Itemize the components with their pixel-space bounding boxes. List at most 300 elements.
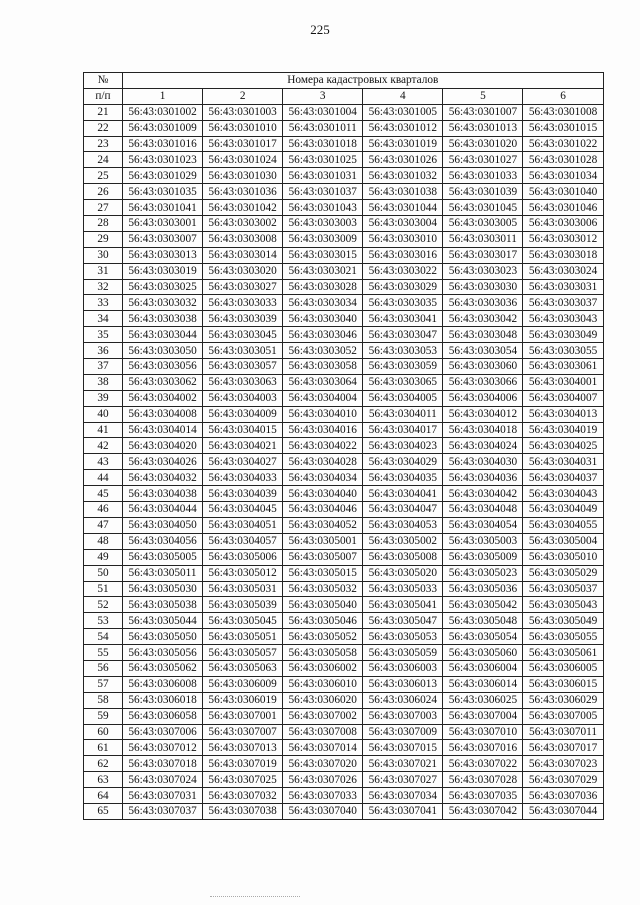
row-number-cell: 37 <box>84 359 123 375</box>
cadastral-number-cell: 56:43:0305044 <box>123 613 203 629</box>
row-number-cell: 56 <box>84 660 123 676</box>
cadastral-number-cell: 56:43:0301012 <box>363 120 443 136</box>
cadastral-number-cell: 56:43:0305008 <box>363 549 443 565</box>
cadastral-number-cell: 56:43:0304042 <box>443 486 523 502</box>
table-row <box>84 756 604 772</box>
cadastral-number-cell: 56:43:0303052 <box>283 343 363 359</box>
cadastral-number-cell: 56:43:0301036 <box>203 184 283 200</box>
cadastral-number-cell: 56:43:0307032 <box>203 788 283 804</box>
cadastral-number-cell: 56:43:0307013 <box>203 740 283 756</box>
cadastral-number-cell: 56:43:0305048 <box>443 613 523 629</box>
cadastral-number-cell: 56:43:0305063 <box>203 660 283 676</box>
cadastral-number-cell: 56:43:0301016 <box>123 136 203 152</box>
cadastral-number-cell: 56:43:0304005 <box>363 390 443 406</box>
table-row <box>84 168 604 184</box>
cadastral-number-cell: 56:43:0305061 <box>523 645 603 661</box>
cadastral-number-cell: 56:43:0307037 <box>123 803 203 819</box>
table-row <box>84 470 604 486</box>
cadastral-number-cell: 56:43:0307022 <box>443 756 523 772</box>
cadastral-number-cell: 56:43:0305054 <box>443 629 523 645</box>
cadastral-number-cell: 56:43:0303014 <box>203 247 283 263</box>
table-row <box>84 740 604 756</box>
row-number-cell: 21 <box>84 104 123 120</box>
cadastral-number-cell: 56:43:0307026 <box>283 772 363 788</box>
cadastral-number-cell: 56:43:0305007 <box>283 549 363 565</box>
cadastral-number-cell: 56:43:0301044 <box>363 200 443 216</box>
cadastral-number-cell: 56:43:0303039 <box>203 311 283 327</box>
cadastral-number-cell: 56:43:0303022 <box>363 263 443 279</box>
cadastral-number-cell: 56:43:0307025 <box>203 772 283 788</box>
cadastral-number-cell: 56:43:0306019 <box>203 692 283 708</box>
cadastral-number-cell: 56:43:0303016 <box>363 247 443 263</box>
cadastral-number-cell: 56:43:0305049 <box>523 613 603 629</box>
cadastral-number-cell: 56:43:0304018 <box>443 422 523 438</box>
cadastral-number-cell: 56:43:0306018 <box>123 692 203 708</box>
cadastral-number-cell: 56:43:0301031 <box>283 168 363 184</box>
cadastral-number-cell: 56:43:0307036 <box>523 788 603 804</box>
cadastral-number-cell: 56:43:0304045 <box>203 502 283 518</box>
cadastral-number-cell: 56:43:0303027 <box>203 279 283 295</box>
cadastral-number-cell: 56:43:0301034 <box>523 168 603 184</box>
cadastral-number-cell: 56:43:0306024 <box>363 692 443 708</box>
cadastral-number-cell: 56:43:0303015 <box>283 247 363 263</box>
cadastral-number-cell: 56:43:0303031 <box>523 279 603 295</box>
cadastral-number-cell: 56:43:0303051 <box>203 343 283 359</box>
cadastral-number-cell: 56:43:0303055 <box>523 343 603 359</box>
cadastral-number-cell: 56:43:0305029 <box>523 565 603 581</box>
row-number-cell: 28 <box>84 216 123 232</box>
cadastral-number-cell: 56:43:0307010 <box>443 724 523 740</box>
cadastral-number-cell: 56:43:0303002 <box>203 216 283 232</box>
cadastral-number-cell: 56:43:0304021 <box>203 438 283 454</box>
cadastral-number-cell: 56:43:0305033 <box>363 581 443 597</box>
table-row <box>84 533 604 549</box>
table-row <box>84 231 604 247</box>
cadastral-number-cell: 56:43:0303056 <box>123 359 203 375</box>
table-row <box>84 406 604 422</box>
row-number-cell: 35 <box>84 327 123 343</box>
cadastral-number-cell: 56:43:0307017 <box>523 740 603 756</box>
row-number-cell: 44 <box>84 470 123 486</box>
column-number-header: 4 <box>363 88 443 104</box>
cadastral-number-cell: 56:43:0305040 <box>283 597 363 613</box>
cadastral-number-cell: 56:43:0303001 <box>123 216 203 232</box>
table-row <box>84 343 604 359</box>
cadastral-number-cell: 56:43:0304049 <box>523 502 603 518</box>
cadastral-number-cell: 56:43:0304034 <box>283 470 363 486</box>
cadastral-number-cell: 56:43:0303043 <box>523 311 603 327</box>
row-number-cell: 51 <box>84 581 123 597</box>
cadastral-number-cell: 56:43:0303005 <box>443 216 523 232</box>
cadastral-number-cell: 56:43:0304027 <box>203 454 283 470</box>
cadastral-number-cell: 56:43:0305062 <box>123 660 203 676</box>
cadastral-number-cell: 56:43:0305041 <box>363 597 443 613</box>
row-number-header-bottom: п/п <box>84 88 123 104</box>
cadastral-number-cell: 56:43:0303024 <box>523 263 603 279</box>
cadastral-number-cell: 56:43:0307006 <box>123 724 203 740</box>
table-row <box>84 788 604 804</box>
cadastral-number-cell: 56:43:0301002 <box>123 104 203 120</box>
table-row <box>84 803 604 819</box>
cadastral-number-cell: 56:43:0307014 <box>283 740 363 756</box>
row-number-cell: 54 <box>84 629 123 645</box>
table-row <box>84 724 604 740</box>
row-number-cell: 52 <box>84 597 123 613</box>
cadastral-number-cell: 56:43:0303032 <box>123 295 203 311</box>
row-number-cell: 57 <box>84 676 123 692</box>
cadastral-number-cell: 56:43:0301026 <box>363 152 443 168</box>
cadastral-number-cell: 56:43:0304006 <box>443 390 523 406</box>
cadastral-number-cell: 56:43:0305036 <box>443 581 523 597</box>
table-row <box>84 390 604 406</box>
row-number-cell: 30 <box>84 247 123 263</box>
cadastral-number-cell: 56:43:0304037 <box>523 470 603 486</box>
cadastral-number-cell: 56:43:0301030 <box>203 168 283 184</box>
row-number-cell: 25 <box>84 168 123 184</box>
cadastral-number-cell: 56:43:0304019 <box>523 422 603 438</box>
cadastral-number-cell: 56:43:0305015 <box>283 565 363 581</box>
table-row <box>84 645 604 661</box>
cadastral-number-cell: 56:43:0305001 <box>283 533 363 549</box>
cadastral-number-cell: 56:43:0301020 <box>443 136 523 152</box>
cadastral-number-cell: 56:43:0304050 <box>123 517 203 533</box>
table-row <box>84 184 604 200</box>
row-number-cell: 40 <box>84 406 123 422</box>
cadastral-number-cell: 56:43:0305023 <box>443 565 523 581</box>
cadastral-number-cell: 56:43:0304032 <box>123 470 203 486</box>
row-number-cell: 24 <box>84 152 123 168</box>
cadastral-number-cell: 56:43:0307005 <box>523 708 603 724</box>
table-row <box>84 454 604 470</box>
table-row <box>84 279 604 295</box>
row-number-cell: 59 <box>84 708 123 724</box>
cadastral-number-cell: 56:43:0304007 <box>523 390 603 406</box>
table-body <box>84 104 604 819</box>
cadastral-number-cell: 56:43:0301013 <box>443 120 523 136</box>
header-row-top <box>84 73 604 89</box>
cadastral-number-cell: 56:43:0301024 <box>203 152 283 168</box>
cadastral-number-cell: 56:43:0304030 <box>443 454 523 470</box>
cadastral-number-cell: 56:43:0304028 <box>283 454 363 470</box>
cadastral-number-cell: 56:43:0304040 <box>283 486 363 502</box>
row-number-cell: 62 <box>84 756 123 772</box>
cadastral-number-cell: 56:43:0307038 <box>203 803 283 819</box>
cadastral-number-cell: 56:43:0305003 <box>443 533 523 549</box>
cadastral-number-cell: 56:43:0303007 <box>123 231 203 247</box>
cadastral-number-cell: 56:43:0303057 <box>203 359 283 375</box>
cadastral-number-cell: 56:43:0301008 <box>523 104 603 120</box>
table-row <box>84 660 604 676</box>
cadastral-number-cell: 56:43:0303004 <box>363 216 443 232</box>
cadastral-number-cell: 56:43:0305039 <box>203 597 283 613</box>
cadastral-number-cell: 56:43:0307024 <box>123 772 203 788</box>
cadastral-number-cell: 56:43:0304054 <box>443 517 523 533</box>
cadastral-number-cell: 56:43:0307033 <box>283 788 363 804</box>
cadastral-number-cell: 56:43:0307035 <box>443 788 523 804</box>
cadastral-number-cell: 56:43:0303065 <box>363 374 443 390</box>
cadastral-number-cell: 56:43:0303064 <box>283 374 363 390</box>
row-number-cell: 36 <box>84 343 123 359</box>
cadastral-number-cell: 56:43:0301025 <box>283 152 363 168</box>
cadastral-number-cell: 56:43:0305057 <box>203 645 283 661</box>
cadastral-number-cell: 56:43:0301005 <box>363 104 443 120</box>
cadastral-number-cell: 56:43:0304036 <box>443 470 523 486</box>
cadastral-number-cell: 56:43:0303012 <box>523 231 603 247</box>
table-row <box>84 374 604 390</box>
cadastral-number-cell: 56:43:0301004 <box>283 104 363 120</box>
cadastral-number-cell: 56:43:0304033 <box>203 470 283 486</box>
table-row <box>84 216 604 232</box>
cadastral-number-cell: 56:43:0301037 <box>283 184 363 200</box>
cadastral-number-cell: 56:43:0303037 <box>523 295 603 311</box>
cadastral-number-cell: 56:43:0301015 <box>523 120 603 136</box>
cadastral-number-cell: 56:43:0303066 <box>443 374 523 390</box>
table-row <box>84 692 604 708</box>
row-number-cell: 46 <box>84 502 123 518</box>
cadastral-number-cell: 56:43:0303006 <box>523 216 603 232</box>
cadastral-number-cell: 56:43:0307012 <box>123 740 203 756</box>
cadastral-number-cell: 56:43:0304039 <box>203 486 283 502</box>
cadastral-number-cell: 56:43:0304047 <box>363 502 443 518</box>
cadastral-number-cell: 56:43:0304048 <box>443 502 523 518</box>
cadastral-number-cell: 56:43:0301046 <box>523 200 603 216</box>
cadastral-number-cell: 56:43:0301041 <box>123 200 203 216</box>
table-row <box>84 120 604 136</box>
cadastral-number-cell: 56:43:0303062 <box>123 374 203 390</box>
table-row <box>84 676 604 692</box>
row-number-cell: 64 <box>84 788 123 804</box>
row-number-cell: 41 <box>84 422 123 438</box>
cadastral-number-cell: 56:43:0304013 <box>523 406 603 422</box>
cadastral-number-cell: 56:43:0307042 <box>443 803 523 819</box>
cadastral-number-cell: 56:43:0303030 <box>443 279 523 295</box>
cadastral-number-cell: 56:43:0306025 <box>443 692 523 708</box>
cadastral-number-cell: 56:43:0307002 <box>283 708 363 724</box>
cadastral-number-cell: 56:43:0305045 <box>203 613 283 629</box>
cadastral-number-cell: 56:43:0307040 <box>283 803 363 819</box>
cadastral-number-cell: 56:43:0304024 <box>443 438 523 454</box>
cadastral-number-cell: 56:43:0304053 <box>363 517 443 533</box>
cadastral-number-cell: 56:43:0305011 <box>123 565 203 581</box>
cadastral-number-cell: 56:43:0307023 <box>523 756 603 772</box>
table-row <box>84 359 604 375</box>
cadastral-number-cell: 56:43:0307015 <box>363 740 443 756</box>
cadastral-number-cell: 56:43:0301023 <box>123 152 203 168</box>
cadastral-number-cell: 56:43:0303046 <box>283 327 363 343</box>
cadastral-number-cell: 56:43:0303041 <box>363 311 443 327</box>
cadastral-number-cell: 56:43:0303010 <box>363 231 443 247</box>
cadastral-number-cell: 56:43:0307031 <box>123 788 203 804</box>
cadastral-number-cell: 56:43:0303008 <box>203 231 283 247</box>
cadastral-number-cell: 56:43:0307009 <box>363 724 443 740</box>
row-number-cell: 50 <box>84 565 123 581</box>
cadastral-number-cell: 56:43:0307041 <box>363 803 443 819</box>
cadastral-number-cell: 56:43:0301022 <box>523 136 603 152</box>
cadastral-number-cell: 56:43:0306005 <box>523 660 603 676</box>
cadastral-number-cell: 56:43:0305010 <box>523 549 603 565</box>
cadastral-number-cell: 56:43:0303035 <box>363 295 443 311</box>
row-number-header-top: № <box>84 73 123 89</box>
cadastral-number-cell: 56:43:0304055 <box>523 517 603 533</box>
row-number-cell: 34 <box>84 311 123 327</box>
cadastral-number-cell: 56:43:0303009 <box>283 231 363 247</box>
cadastral-number-cell: 56:43:0301019 <box>363 136 443 152</box>
cadastral-number-cell: 56:43:0304043 <box>523 486 603 502</box>
cadastral-number-cell: 56:43:0301009 <box>123 120 203 136</box>
cadastral-number-cell: 56:43:0303013 <box>123 247 203 263</box>
cadastral-number-cell: 56:43:0303053 <box>363 343 443 359</box>
table-row <box>84 549 604 565</box>
cadastral-number-cell: 56:43:0305032 <box>283 581 363 597</box>
cadastral-number-cell: 56:43:0305055 <box>523 629 603 645</box>
cadastral-number-cell: 56:43:0307034 <box>363 788 443 804</box>
row-number-cell: 29 <box>84 231 123 247</box>
table-row <box>84 422 604 438</box>
row-number-cell: 33 <box>84 295 123 311</box>
row-number-cell: 53 <box>84 613 123 629</box>
cadastral-number-cell: 56:43:0303054 <box>443 343 523 359</box>
cadastral-number-cell: 56:43:0301010 <box>203 120 283 136</box>
cadastral-number-cell: 56:43:0305042 <box>443 597 523 613</box>
table-row <box>84 295 604 311</box>
column-number-header: 6 <box>523 88 603 104</box>
cadastral-number-cell: 56:43:0304051 <box>203 517 283 533</box>
cadastral-number-cell: 56:43:0303063 <box>203 374 283 390</box>
cadastral-number-cell: 56:43:0307044 <box>523 803 603 819</box>
cadastral-number-cell: 56:43:0306008 <box>123 676 203 692</box>
cadastral-number-cell: 56:43:0303047 <box>363 327 443 343</box>
cadastral-number-cell: 56:43:0307020 <box>283 756 363 772</box>
row-number-cell: 55 <box>84 645 123 661</box>
table-row <box>84 327 604 343</box>
cadastral-number-cell: 56:43:0303003 <box>283 216 363 232</box>
cadastral-number-cell: 56:43:0304004 <box>283 390 363 406</box>
cadastral-number-cell: 56:43:0305043 <box>523 597 603 613</box>
cadastral-number-cell: 56:43:0304020 <box>123 438 203 454</box>
cadastral-number-cell: 56:43:0306014 <box>443 676 523 692</box>
cadastral-number-cell: 56:43:0303036 <box>443 295 523 311</box>
table-row <box>84 311 604 327</box>
cadastral-number-cell: 56:43:0303023 <box>443 263 523 279</box>
cadastral-number-cell: 56:43:0304002 <box>123 390 203 406</box>
cadastral-number-cell: 56:43:0306015 <box>523 676 603 692</box>
column-number-header: 1 <box>123 88 203 104</box>
row-number-cell: 60 <box>84 724 123 740</box>
table-row <box>84 613 604 629</box>
column-number-header: 3 <box>283 88 363 104</box>
cadastral-number-cell: 56:43:0307029 <box>523 772 603 788</box>
table-row <box>84 581 604 597</box>
cadastral-number-cell: 56:43:0307027 <box>363 772 443 788</box>
cadastral-number-cell: 56:43:0303044 <box>123 327 203 343</box>
row-number-cell: 43 <box>84 454 123 470</box>
table-row <box>84 136 604 152</box>
cadastral-number-cell: 56:43:0304023 <box>363 438 443 454</box>
cadastral-number-cell: 56:43:0304022 <box>283 438 363 454</box>
cadastral-number-cell: 56:43:0305030 <box>123 581 203 597</box>
cadastral-number-cell: 56:43:0301032 <box>363 168 443 184</box>
cadastral-number-cell: 56:43:0305047 <box>363 613 443 629</box>
cadastral-number-cell: 56:43:0301018 <box>283 136 363 152</box>
cadastral-number-cell: 56:43:0303017 <box>443 247 523 263</box>
cadastral-number-cell: 56:43:0301045 <box>443 200 523 216</box>
cadastral-number-cell: 56:43:0301007 <box>443 104 523 120</box>
cadastral-number-cell: 56:43:0301028 <box>523 152 603 168</box>
cadastral-number-cell: 56:43:0307011 <box>523 724 603 740</box>
cadastral-number-cell: 56:43:0307007 <box>203 724 283 740</box>
cadastral-number-cell: 56:43:0304012 <box>443 406 523 422</box>
cadastral-number-cell: 56:43:0303058 <box>283 359 363 375</box>
table-row <box>84 104 604 120</box>
cadastral-number-cell: 56:43:0303028 <box>283 279 363 295</box>
table-row <box>84 247 604 263</box>
column-number-header: 5 <box>443 88 523 104</box>
cadastral-number-cell: 56:43:0301038 <box>363 184 443 200</box>
cadastral-number-cell: 56:43:0303021 <box>283 263 363 279</box>
cadastral-number-cell: 56:43:0304003 <box>203 390 283 406</box>
cadastral-number-cell: 56:43:0304026 <box>123 454 203 470</box>
cadastral-number-cell: 56:43:0304008 <box>123 406 203 422</box>
cadastral-number-cell: 56:43:0303018 <box>523 247 603 263</box>
cadastral-number-cell: 56:43:0307019 <box>203 756 283 772</box>
cadastral-number-cell: 56:43:0304046 <box>283 502 363 518</box>
cadastral-number-cell: 56:43:0301011 <box>283 120 363 136</box>
row-number-cell: 42 <box>84 438 123 454</box>
row-number-cell: 61 <box>84 740 123 756</box>
cadastral-number-cell: 56:43:0304001 <box>523 374 603 390</box>
cadastral-number-cell: 56:43:0301029 <box>123 168 203 184</box>
row-number-cell: 47 <box>84 517 123 533</box>
cadastral-number-cell: 56:43:0304035 <box>363 470 443 486</box>
cadastral-number-cell: 56:43:0304025 <box>523 438 603 454</box>
cadastral-number-cell: 56:43:0305050 <box>123 629 203 645</box>
cadastral-number-cell: 56:43:0301042 <box>203 200 283 216</box>
cadastral-number-cell: 56:43:0305060 <box>443 645 523 661</box>
cadastral-number-cell: 56:43:0303025 <box>123 279 203 295</box>
cadastral-number-cell: 56:43:0301017 <box>203 136 283 152</box>
cadastral-number-cell: 56:43:0303049 <box>523 327 603 343</box>
header-row-bottom <box>84 88 604 104</box>
cadastral-number-cell: 56:43:0305056 <box>123 645 203 661</box>
table-row <box>84 517 604 533</box>
cadastral-number-cell: 56:43:0305059 <box>363 645 443 661</box>
row-number-cell: 65 <box>84 803 123 819</box>
cadastral-number-cell: 56:43:0307004 <box>443 708 523 724</box>
cadastral-number-cell: 56:43:0306003 <box>363 660 443 676</box>
table-row <box>84 597 604 613</box>
cadastral-number-cell: 56:43:0304029 <box>363 454 443 470</box>
cadastral-number-cell: 56:43:0301035 <box>123 184 203 200</box>
cadastral-number-cell: 56:43:0306013 <box>363 676 443 692</box>
table-row <box>84 438 604 454</box>
cadastral-number-cell: 56:43:0304038 <box>123 486 203 502</box>
row-number-cell: 31 <box>84 263 123 279</box>
cadastral-number-cell: 56:43:0303050 <box>123 343 203 359</box>
row-number-cell: 48 <box>84 533 123 549</box>
cadastral-number-cell: 56:43:0307028 <box>443 772 523 788</box>
table-row <box>84 486 604 502</box>
cadastral-number-cell: 56:43:0301003 <box>203 104 283 120</box>
cadastral-number-cell: 56:43:0303059 <box>363 359 443 375</box>
table-row <box>84 200 604 216</box>
cadastral-number-cell: 56:43:0304052 <box>283 517 363 533</box>
cadastral-number-cell: 56:43:0301040 <box>523 184 603 200</box>
cadastral-number-cell: 56:43:0304031 <box>523 454 603 470</box>
cadastral-number-cell: 56:43:0307003 <box>363 708 443 724</box>
footer-divider <box>210 896 300 897</box>
table-row <box>84 152 604 168</box>
cadastral-number-cell: 56:43:0304014 <box>123 422 203 438</box>
